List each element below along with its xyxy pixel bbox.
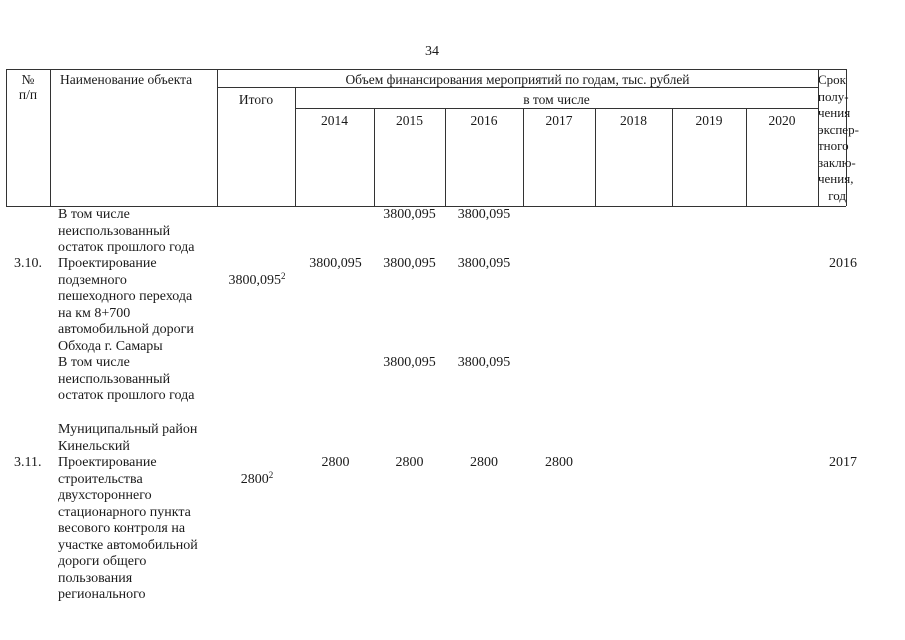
row-value-2015: 3800,095 [383, 355, 436, 370]
row-value-2014: 2800 [321, 455, 350, 470]
row-term: 2016 [829, 256, 857, 271]
row-total-value: 3800,095 [228, 272, 281, 288]
row-value-2015: 3800,095 [383, 207, 436, 222]
header-col-including: в том числе [523, 92, 590, 107]
header-col-name: Наименование объекта [60, 72, 193, 87]
row-total-footnote: 2 [268, 469, 274, 480]
row-name: Муниципальный район Кинельский [58, 422, 198, 454]
header-col-term: Срок полу- чения экспер- тного заклю- чения, год [818, 72, 859, 203]
row-value-2016: 2800 [470, 455, 498, 470]
row-name: Проектирование подземного пешеходного перехода на км 8+700 автомобильной дороги Обхода г. Самары [58, 256, 194, 354]
row-value-2016: 3800,095 [457, 207, 511, 222]
row-name: В том числе неиспользованный остаток прошлого года [58, 355, 195, 403]
page-number: 34 [425, 44, 439, 59]
header-year-2018: 2018 [620, 113, 647, 128]
header-vline-name [50, 69, 51, 206]
header-year-2015: 2015 [396, 113, 423, 128]
row-value-2015: 2800 [395, 455, 424, 470]
header-top-line [6, 69, 846, 70]
row-value-2016: 3800,095 [457, 256, 511, 271]
header-year-2014: 2014 [321, 113, 348, 128]
row-value-2014: 3800,095 [309, 256, 362, 271]
header-year-2020: 2020 [768, 113, 796, 128]
row-name: Проектирование строительства двухстороннего стационарного пункта весового контроля на участке автомобильной дороги общего пользования регионального [58, 455, 198, 602]
row-number: 3.11. [14, 455, 42, 470]
header-line-financing [217, 87, 818, 88]
row-value-2015: 3800,095 [383, 256, 436, 271]
header-year-2016: 2016 [470, 113, 498, 128]
header-col-financing: Объем финансирования мероприятий по годам, тыс. рублей [345, 72, 690, 87]
header-col-total: Итого [238, 92, 274, 107]
row-term: 2017 [829, 455, 857, 470]
row-total [219, 455, 295, 488]
header-vline-total [217, 69, 218, 206]
row-value-2017: 2800 [545, 455, 573, 470]
header-year-2017: 2017 [545, 113, 573, 128]
row-total-value: 2800 [240, 471, 269, 487]
row-total [219, 256, 295, 289]
row-name: В том числе неиспользованный остаток прошлого года [58, 207, 195, 255]
row-total-footnote: 2 [281, 270, 286, 281]
header-year-2019: 2019 [695, 113, 723, 128]
header-col-no: № п/п [18, 72, 38, 102]
row-value-2016: 3800,095 [457, 355, 511, 370]
row-number: 3.10. [14, 256, 42, 271]
